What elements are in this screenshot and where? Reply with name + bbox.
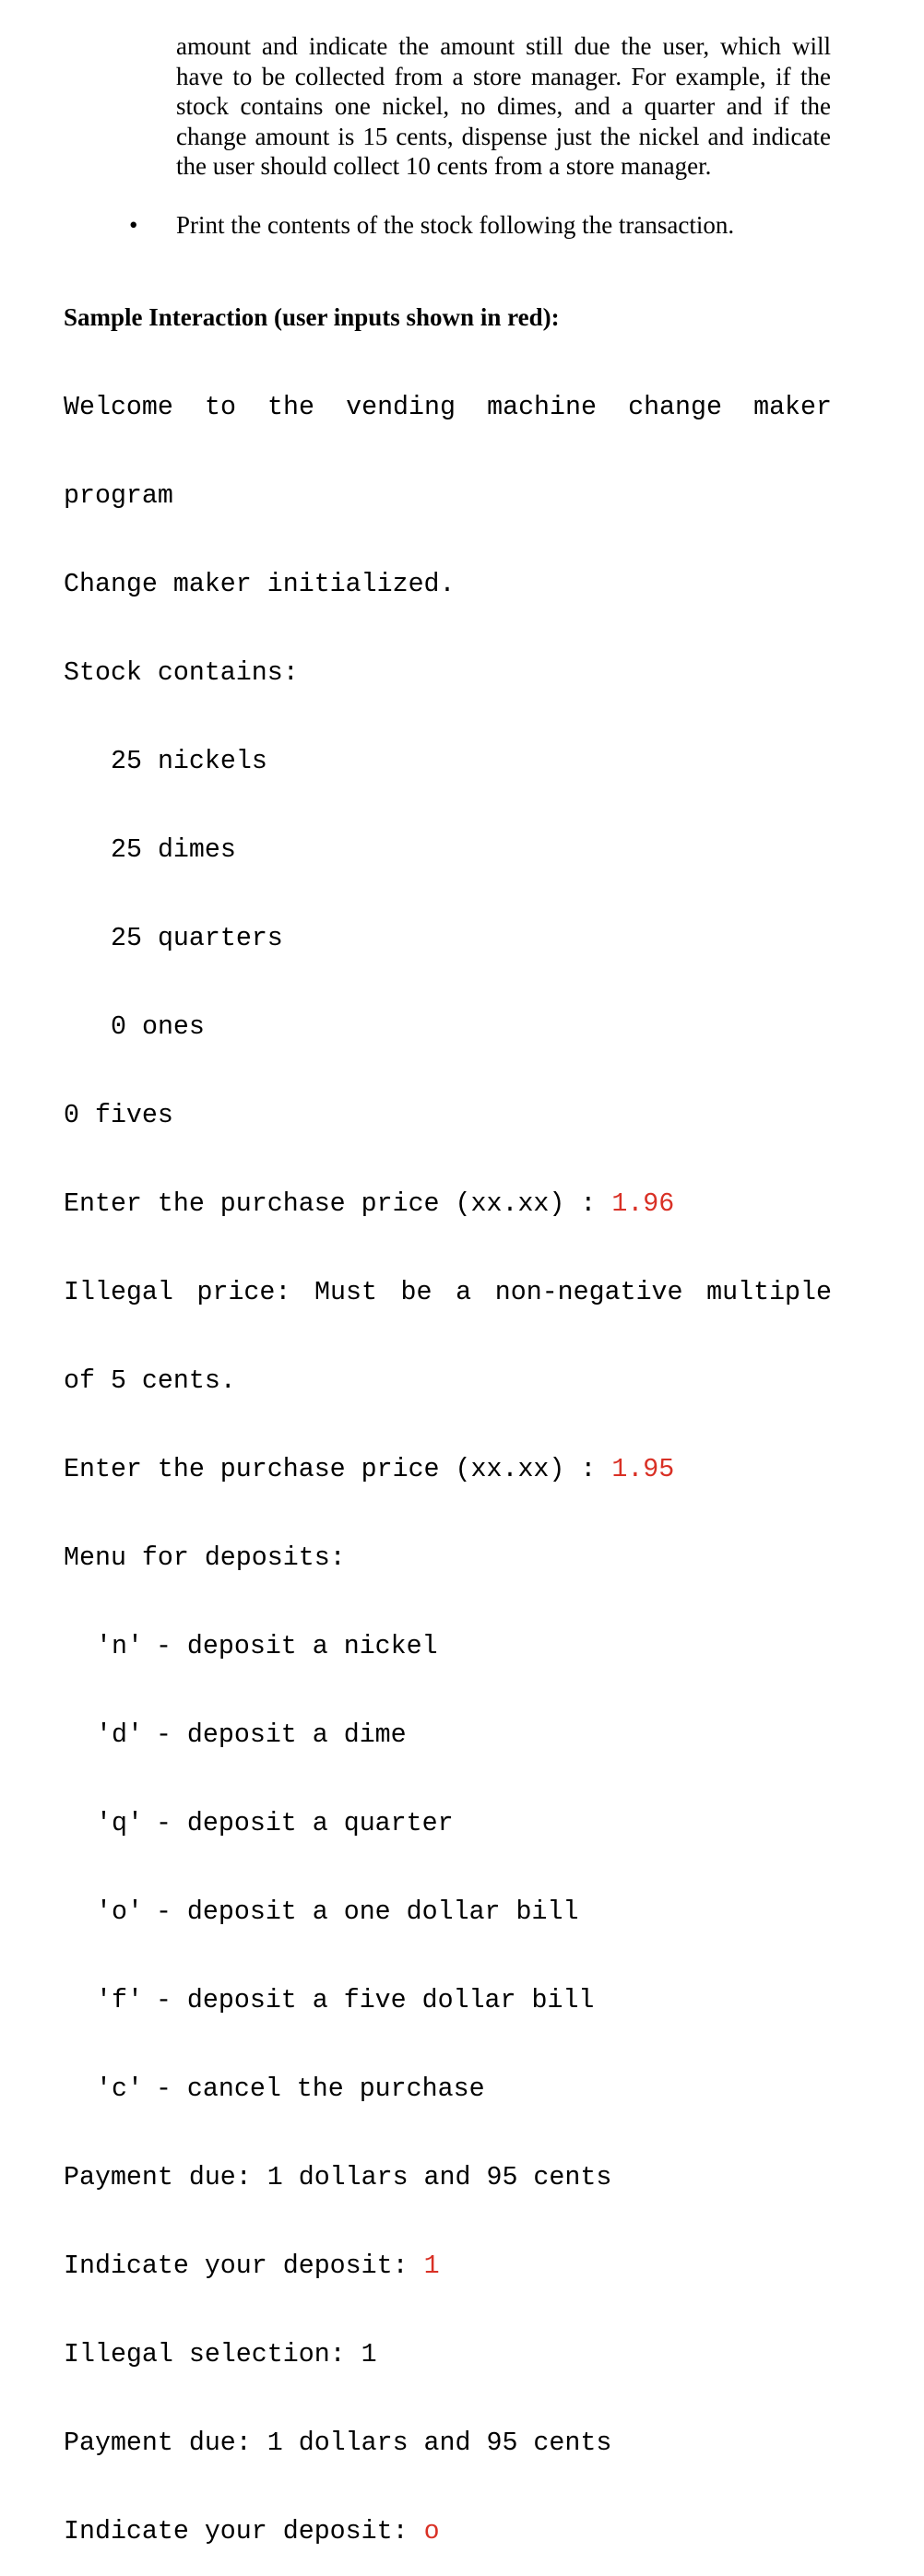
stock-item: 25 dimes — [111, 835, 236, 865]
body-paragraph: amount and indicate the amount still due the user, which will have to be collected from a store manager. For example, if the stock contains one nickel, no dimes, and a quarter and if the change amount is 15 cents, dispense just the nickel and indicate the user should collect 10 cents from a store manager. — [176, 32, 831, 180]
sample-interaction-console — [64, 334, 832, 2576]
console-line-program: program — [64, 481, 173, 511]
menu-key: 'o' — [96, 1897, 143, 1927]
console-line-illegal-price-cont: of 5 cents. — [64, 1366, 236, 1396]
menu-desc: - deposit a quarter — [155, 1809, 454, 1838]
stock-item: 25 nickels — [111, 747, 267, 776]
menu-desc: - deposit a five dollar bill — [155, 1986, 595, 2015]
deposit-prompt-label: Indicate your deposit: — [64, 2251, 409, 2281]
menu-key: 'c' — [96, 2074, 143, 2104]
bullet-icon: • — [129, 211, 138, 239]
menu-item — [64, 1720, 832, 1750]
menu-key: 'q' — [96, 1809, 143, 1838]
menu-item — [64, 2074, 832, 2104]
user-input-price: 1.95 — [611, 1455, 675, 1484]
user-input-deposit: 1 — [423, 2251, 440, 2281]
menu-item — [64, 1632, 832, 1661]
console-line-deposit-prompt — [64, 2251, 832, 2281]
console-line-illegal-price: Illegal price: Must be a non-negative multiple — [64, 1278, 832, 1307]
bullet-text: Print the contents of the stock following the transaction. — [176, 211, 735, 239]
stock-item: 25 quarters — [111, 924, 283, 953]
price-prompt-label: Enter the purchase price (xx.xx) : — [64, 1189, 597, 1219]
console-line-price-prompt-2 — [64, 1455, 832, 1484]
console-line-stock-header: Stock contains: — [64, 658, 299, 688]
user-input-price: 1.96 — [611, 1189, 675, 1219]
menu-key: 'f' — [96, 1986, 143, 2015]
price-prompt-label: Enter the purchase price (xx.xx) : — [64, 1455, 597, 1484]
menu-item — [64, 1986, 832, 2015]
console-line-fives: 0 fives — [64, 1101, 173, 1130]
menu-desc: - cancel the purchase — [155, 2074, 485, 2104]
user-input-deposit: o — [423, 2517, 440, 2546]
menu-desc: - deposit a dime — [155, 1720, 407, 1750]
menu-key: 'd' — [96, 1720, 143, 1750]
console-line-price-prompt-1 — [64, 1189, 832, 1219]
menu-desc: - deposit a nickel — [155, 1632, 438, 1661]
console-line-payment-due: Payment due: 1 dollars and 95 cents — [64, 2428, 612, 2458]
menu-item — [64, 1809, 832, 1838]
menu-key: 'n' — [96, 1632, 143, 1661]
console-line-illegal-selection: Illegal selection: 1 — [64, 2340, 377, 2369]
section-heading: Sample Interaction (user inputs shown in red): — [64, 303, 560, 331]
menu-desc: - deposit a one dollar bill — [155, 1897, 579, 1927]
stock-item: 0 ones — [111, 1012, 205, 1042]
console-line-welcome: Welcome to the vending machine change maker — [64, 393, 832, 422]
console-line-deposit-prompt — [64, 2517, 832, 2546]
deposit-prompt-label: Indicate your deposit: — [64, 2517, 409, 2546]
console-line-payment-due: Payment due: 1 dollars and 95 cents — [64, 2163, 612, 2192]
console-line-menu-header: Menu for deposits: — [64, 1543, 346, 1573]
menu-item — [64, 1897, 832, 1927]
console-line-initialized: Change maker initialized. — [64, 570, 456, 599]
